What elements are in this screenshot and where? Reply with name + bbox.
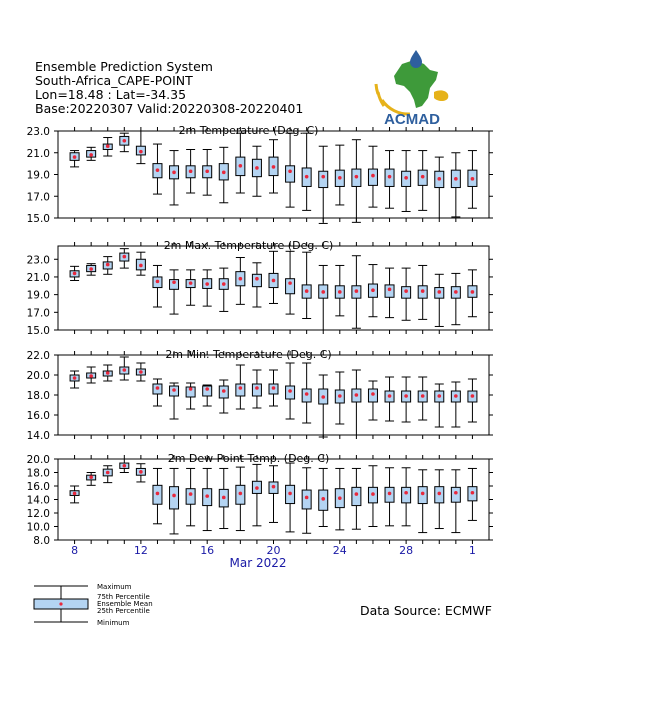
mean-marker: [355, 393, 359, 397]
mean-marker: [172, 494, 176, 498]
y-tick-label: 19.0: [26, 289, 50, 302]
mean-marker: [454, 290, 458, 294]
header-location: South-Africa_CAPE-POINT: [35, 73, 193, 88]
legend-p75-label: 75th Percentile: [97, 593, 150, 601]
mean-marker: [106, 471, 110, 475]
mean-marker: [471, 394, 475, 398]
legend-p25-label: 25th Percentile: [97, 607, 150, 615]
mean-marker: [239, 492, 243, 496]
mean-marker: [106, 144, 110, 148]
mean-marker: [205, 387, 209, 391]
panel-title: 2m Min. Temperature (Deg. C): [165, 348, 332, 361]
mean-marker: [288, 389, 292, 393]
mean-marker: [371, 392, 375, 396]
y-tick-label: 15.0: [26, 325, 50, 337]
mean-marker: [305, 289, 309, 293]
mean-marker: [338, 176, 342, 180]
mean-marker: [156, 386, 160, 390]
iqr-box: [319, 171, 328, 187]
mean-marker: [437, 290, 441, 294]
x-axis-label: Mar 2022: [229, 556, 287, 570]
mean-marker: [222, 282, 226, 286]
mean-marker: [272, 165, 276, 169]
y-tick-label: 10.0: [26, 521, 50, 534]
mean-marker: [321, 175, 325, 179]
mean-marker: [255, 277, 259, 281]
mean-marker: [454, 491, 458, 495]
mean-marker: [172, 388, 176, 392]
y-tick-label: 16.0: [26, 410, 50, 422]
y-tick-label: 18.0: [26, 467, 50, 480]
iqr-box: [186, 489, 195, 505]
panel-title: 2m Dew Point Temp. (Deg. C): [167, 452, 330, 465]
mean-marker: [321, 290, 325, 294]
mean-marker: [106, 371, 110, 375]
mean-marker: [321, 395, 325, 399]
mean-marker: [388, 175, 392, 179]
y-tick-label: 21.0: [26, 271, 50, 284]
mean-marker: [89, 475, 93, 479]
iqr-box: [286, 166, 295, 182]
mean-marker: [222, 496, 226, 500]
x-tick-label: 28: [399, 544, 414, 557]
mean-marker: [272, 485, 276, 489]
mean-marker: [89, 374, 93, 378]
y-tick-label: 20.0: [26, 370, 50, 382]
mean-marker: [205, 494, 209, 498]
mean-marker: [371, 492, 375, 496]
mean-marker: [73, 272, 77, 276]
mean-marker: [471, 290, 475, 294]
mean-marker: [156, 492, 160, 496]
legend-minimum-label: Minimum: [97, 619, 130, 627]
mean-marker: [89, 267, 93, 271]
mean-marker: [106, 263, 110, 267]
mean-marker: [272, 279, 276, 283]
mean-marker: [139, 370, 143, 374]
mean-marker: [471, 177, 475, 181]
mean-marker: [222, 389, 226, 393]
mean-marker: [404, 394, 408, 398]
mean-marker: [421, 492, 425, 496]
iqr-box: [402, 487, 411, 503]
mean-marker: [123, 464, 127, 468]
y-tick-label: 19.0: [26, 169, 50, 182]
y-tick-label: 14.0: [26, 494, 50, 507]
mean-marker: [288, 281, 292, 285]
y-tick-label: 17.0: [26, 307, 50, 320]
mean-marker: [255, 166, 259, 170]
mean-marker: [123, 368, 127, 372]
x-tick-label: 24: [332, 544, 347, 557]
y-tick-label: 17.0: [26, 191, 50, 204]
mean-marker: [338, 496, 342, 500]
y-tick-label: 8.0: [33, 535, 50, 547]
mean-marker: [355, 492, 359, 496]
mean-marker: [454, 177, 458, 181]
mean-marker: [205, 282, 209, 286]
mean-marker: [388, 394, 392, 398]
mean-marker: [172, 280, 176, 284]
mean-marker: [189, 492, 193, 496]
y-tick-label: 21.0: [26, 147, 50, 160]
mean-marker: [437, 177, 441, 181]
mean-marker: [305, 175, 309, 179]
mean-marker: [421, 394, 425, 398]
mean-marker: [73, 376, 77, 380]
mean-marker: [305, 496, 309, 500]
mean-marker: [123, 255, 127, 259]
x-tick-label: 16: [200, 544, 215, 557]
header-title: Ensemble Prediction System: [35, 59, 213, 74]
mean-marker: [272, 386, 276, 390]
mean-marker: [338, 394, 342, 398]
mean-marker: [189, 169, 193, 173]
header-dates: Base:20220307 Valid:20220308-20220401: [35, 101, 304, 116]
mean-marker: [321, 497, 325, 501]
iqr-box: [352, 487, 361, 505]
mean-marker: [156, 168, 160, 172]
chart-legend: [30, 580, 200, 630]
mean-marker: [388, 492, 392, 496]
mean-marker: [172, 171, 176, 175]
mean-marker: [288, 169, 292, 173]
x-tick-label: 8: [71, 544, 79, 557]
legend-mean-marker: [59, 602, 62, 605]
panel-title: 2m Max. Temperature (Deg. C): [163, 239, 334, 252]
mean-marker: [255, 486, 259, 490]
iqr-box: [451, 487, 460, 502]
legend-maximum-label: Maximum: [97, 583, 132, 591]
mean-marker: [305, 392, 309, 396]
mean-marker: [189, 281, 193, 285]
mean-marker: [156, 280, 160, 284]
x-tick-label: 20: [266, 544, 281, 557]
mean-marker: [239, 277, 243, 281]
y-tick-label: 16.0: [26, 481, 50, 493]
mean-marker: [89, 153, 93, 157]
x-tick-label: 12: [133, 544, 148, 557]
mean-marker: [288, 492, 292, 496]
mean-marker: [371, 174, 375, 178]
mean-marker: [437, 394, 441, 398]
iqr-box: [236, 384, 245, 396]
mean-marker: [404, 176, 408, 180]
mean-marker: [404, 289, 408, 293]
mean-marker: [73, 155, 77, 159]
legend-mean-label: Ensemble Mean: [97, 600, 153, 608]
mean-marker: [404, 491, 408, 495]
mean-marker: [205, 169, 209, 173]
mean-marker: [471, 491, 475, 495]
iqr-box: [170, 487, 179, 509]
mean-marker: [454, 394, 458, 398]
mean-marker: [371, 288, 375, 292]
y-tick-label: 12.0: [26, 508, 50, 520]
iqr-box: [252, 384, 261, 396]
mean-marker: [338, 290, 342, 294]
y-tick-label: 18.0: [26, 390, 50, 402]
mean-marker: [437, 492, 441, 496]
mean-marker: [139, 150, 143, 154]
y-tick-label: 23.0: [26, 254, 50, 267]
y-tick-label: 22.0: [26, 350, 50, 362]
x-tick-label: 1: [468, 544, 476, 557]
mean-marker: [189, 387, 193, 391]
mean-marker: [139, 264, 143, 268]
mean-marker: [239, 386, 243, 390]
iqr-box: [302, 490, 311, 509]
panel-title: 2m Temperature (Deg. C): [178, 124, 319, 137]
mean-marker: [73, 492, 77, 496]
mean-marker: [123, 139, 127, 143]
mean-marker: [388, 288, 392, 292]
y-tick-label: 14.0: [26, 430, 50, 442]
data-source-label: Data Source: ECMWF: [360, 603, 492, 618]
mean-marker: [222, 171, 226, 175]
logo-text: ACMAD: [384, 111, 440, 126]
mean-marker: [239, 164, 243, 168]
y-tick-label: 15.0: [26, 213, 50, 225]
mean-marker: [355, 175, 359, 179]
iqr-box: [286, 279, 295, 294]
mean-marker: [139, 470, 143, 474]
y-tick-label: 23.0: [26, 126, 50, 138]
mean-marker: [355, 289, 359, 293]
mean-marker: [421, 289, 425, 293]
mean-marker: [255, 386, 259, 390]
header-coordinates: Lon=18.48 : Lat=-34.35: [35, 87, 187, 102]
y-tick-label: 20.0: [26, 454, 50, 466]
mean-marker: [421, 175, 425, 179]
